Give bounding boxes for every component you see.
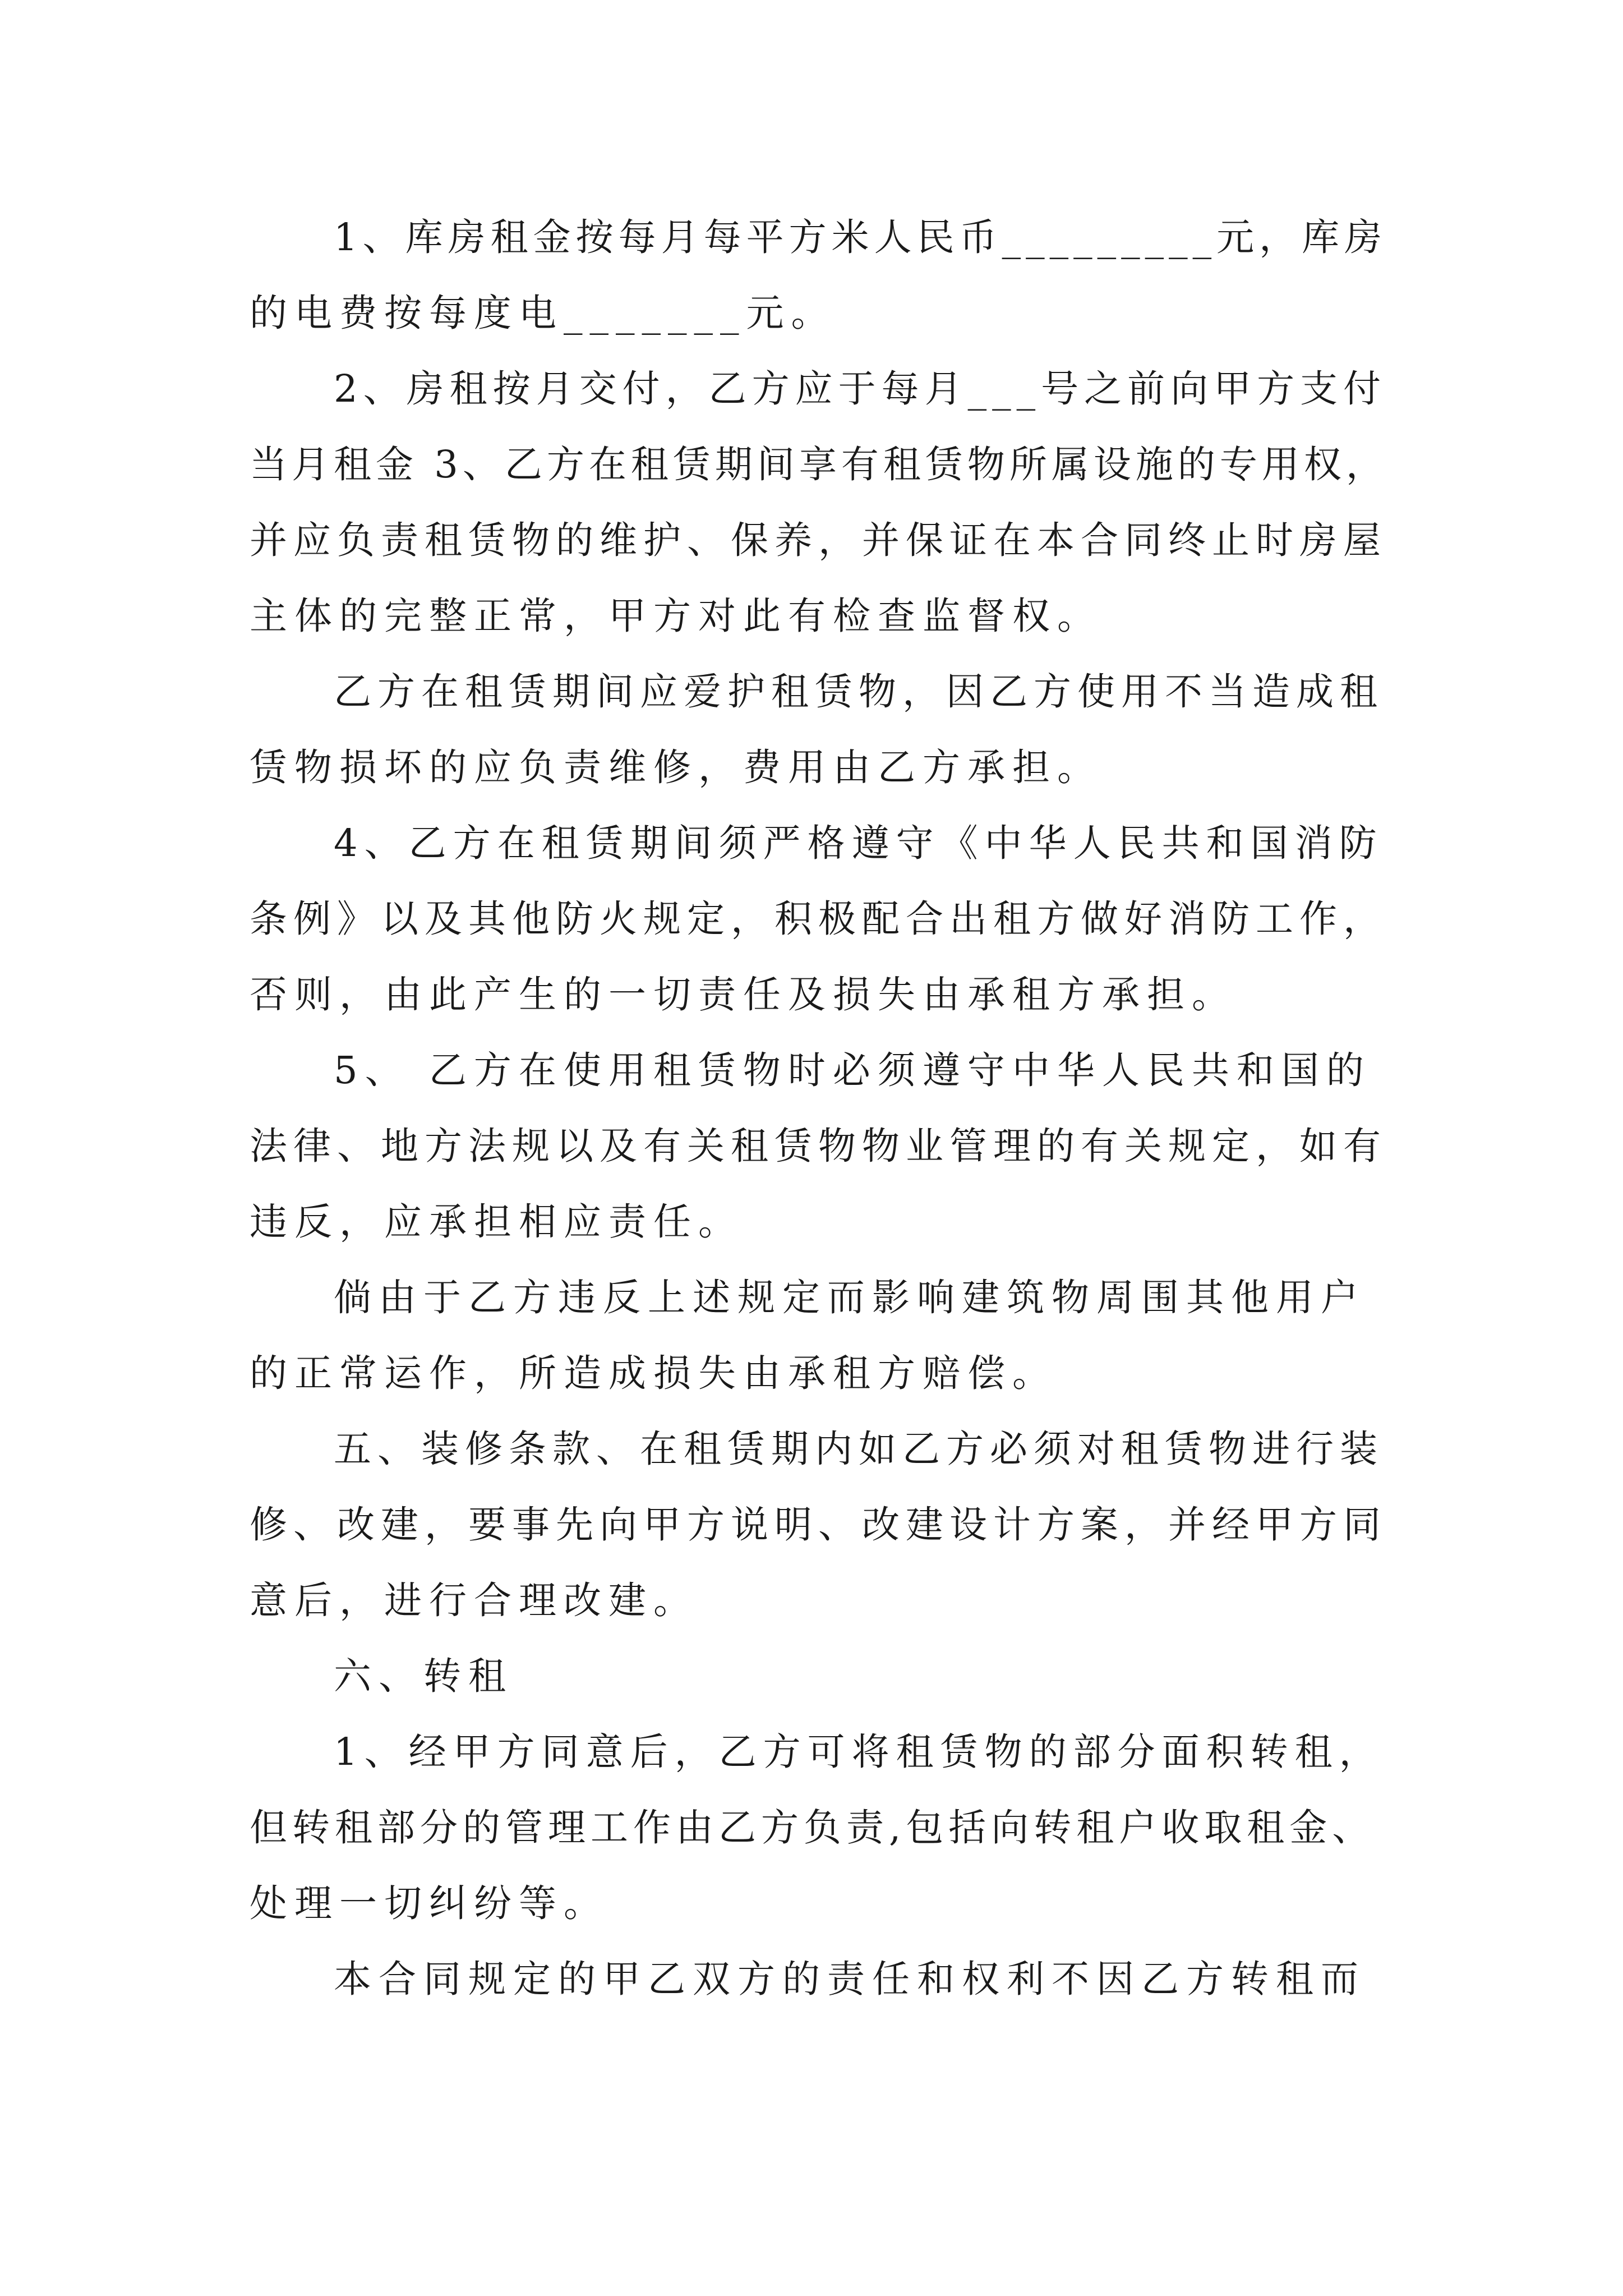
document-page [250,212,1388,2187]
text-line: 否则，由此产生的一切责任及损失由承租方承担。 [250,973,1237,1016]
text-line: 4、乙方在租赁期间须严格遵守《中华人民共和国消防 [334,821,1384,865]
text-line: 并应负责租赁物的维护、保养，并保证在本合同终止时房屋 [250,518,1387,562]
text-line: 主体的完整正常，甲方对此有检查监督权。 [250,594,1102,638]
text-line: 条例》以及其他防火规定，积极配合出租方做好消防工作， [250,897,1387,941]
text-line: 本合同规定的甲乙双方的责任和权利不因乙方转租而 [334,1957,1366,2001]
text-line: 当月租金 3、乙方在租赁期间享有租赁物所属设施的专用权， [250,443,1388,486]
section-heading: 六、转租 [334,1654,513,1698]
text-line: 2、房租按月交付，乙方应于每月___号之前向甲方支付 [334,367,1387,411]
text-line: 但转租部分的管理工作由乙方负责,包括向转租户收取租金、 [250,1806,1375,1849]
text-line: 5、 乙方在使用租赁物时必须遵守中华人民共和国的 [334,1048,1371,1092]
text-line: 法律、地方法规以及有关租赁物物业管理的有关规定，如有 [250,1124,1387,1168]
text-line: 处理一切纠纷等。 [250,1881,608,1925]
text-line: 的电费按每度电_______元。 [250,291,836,335]
text-line: 1、库房租金按每月每平方米人民币_________元，库房 [334,215,1387,259]
text-line: 的正常运作，所造成损失由承租方赔偿。 [250,1351,1057,1395]
text-line: 赁物损坏的应负责维修，费用由乙方承担。 [250,746,1102,789]
text-line: 倘由于乙方违反上述规定而影响建筑物周围其他用户 [334,1276,1366,1319]
text-line: 违反，应承担相应责任。 [250,1200,743,1244]
text-line: 修、改建，要事先向甲方说明、改建设计方案，并经甲方同 [250,1503,1387,1547]
text-line: 乙方在租赁期间应爱护租赁物，因乙方使用不当造成租 [334,670,1384,714]
text-line: 意后，进行合理改建。 [250,1579,698,1622]
text-line: 1、经甲方同意后，乙方可将租赁物的部分面积转租， [334,1730,1384,1774]
text-line: 五、装修条款、在租赁期内如乙方必须对租赁物进行装 [334,1427,1384,1471]
